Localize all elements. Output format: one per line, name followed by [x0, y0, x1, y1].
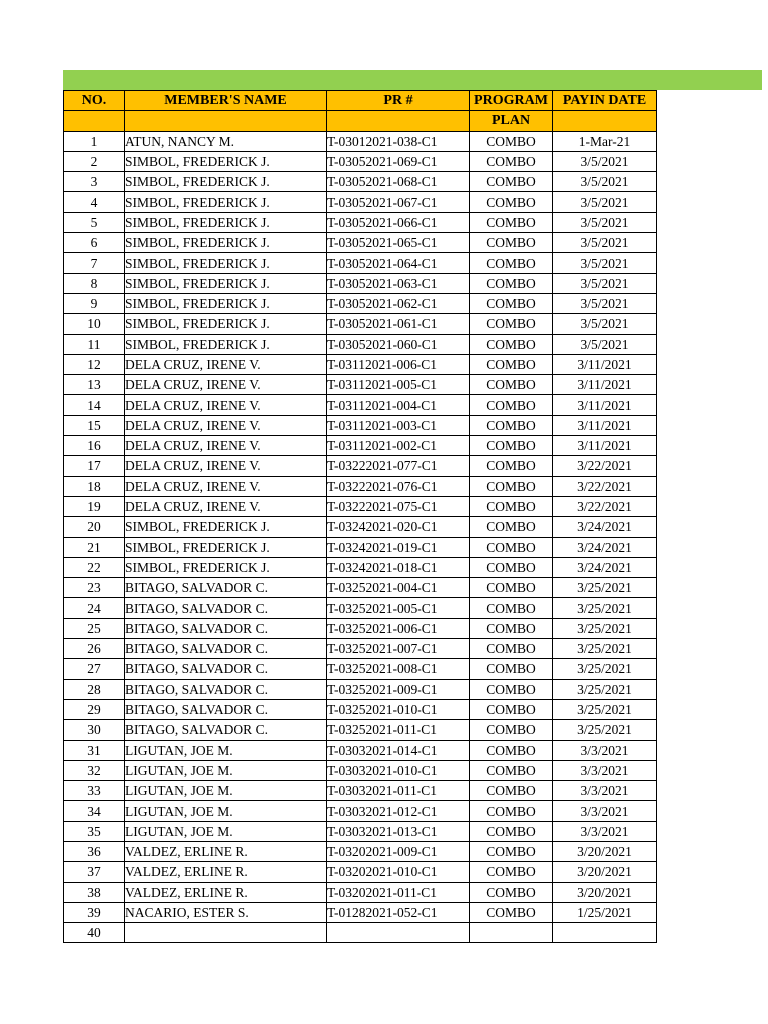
- cell-program[interactable]: COMBO: [470, 639, 553, 659]
- cell-pr-number[interactable]: T-03052021-062-C1: [327, 293, 470, 313]
- table-row: [64, 415, 657, 435]
- cell-program[interactable]: COMBO: [470, 801, 553, 821]
- cell-no[interactable]: 26: [64, 639, 125, 659]
- cell-no[interactable]: 22: [64, 557, 125, 577]
- header-member-name[interactable]: MEMBER'S NAME: [125, 91, 327, 111]
- cell-member-name[interactable]: BITAGO, SALVADOR C.: [125, 720, 327, 740]
- cell-no[interactable]: 24: [64, 598, 125, 618]
- cell-pr-number[interactable]: T-03052021-068-C1: [327, 172, 470, 192]
- table-row: [64, 659, 657, 679]
- cell-program[interactable]: COMBO: [470, 699, 553, 719]
- cell-no[interactable]: 3: [64, 172, 125, 192]
- cell-pr-number[interactable]: T-03222021-075-C1: [327, 496, 470, 516]
- cell-no[interactable]: 32: [64, 760, 125, 780]
- header-no[interactable]: NO.: [64, 91, 125, 111]
- table-row: [64, 760, 657, 780]
- cell-no[interactable]: 5: [64, 212, 125, 232]
- cell-payin-date[interactable]: 3/3/2021: [553, 821, 657, 841]
- cell-program[interactable]: COMBO: [470, 212, 553, 232]
- cell-pr-number[interactable]: T-03242021-018-C1: [327, 557, 470, 577]
- table-row: [64, 375, 657, 395]
- cell-payin-date[interactable]: 3/5/2021: [553, 151, 657, 171]
- table-body: [64, 131, 657, 943]
- cell-payin-date[interactable]: 3/3/2021: [553, 760, 657, 780]
- cell-no[interactable]: 36: [64, 841, 125, 861]
- cell-pr-number[interactable]: T-03252021-007-C1: [327, 639, 470, 659]
- cell-member-name[interactable]: BITAGO, SALVADOR C.: [125, 578, 327, 598]
- cell-program[interactable]: COMBO: [470, 192, 553, 212]
- header-row: [64, 91, 657, 111]
- cell-payin-date[interactable]: [553, 923, 657, 943]
- table-row: [64, 172, 657, 192]
- cell-member-name[interactable]: VALDEZ, ERLINE R.: [125, 841, 327, 861]
- cell-member-name[interactable]: DELA CRUZ, IRENE V.: [125, 375, 327, 395]
- cell-no[interactable]: 21: [64, 537, 125, 557]
- cell-payin-date[interactable]: 3/5/2021: [553, 212, 657, 232]
- cell-member-name[interactable]: NACARIO, ESTER S.: [125, 902, 327, 922]
- header-payin-date[interactable]: PAYIN DATE: [553, 91, 657, 111]
- header-date-blank[interactable]: [553, 111, 657, 131]
- cell-program[interactable]: COMBO: [470, 557, 553, 577]
- cell-pr-number[interactable]: [327, 923, 470, 943]
- cell-no[interactable]: 34: [64, 801, 125, 821]
- cell-member-name[interactable]: DELA CRUZ, IRENE V.: [125, 354, 327, 374]
- cell-member-name[interactable]: BITAGO, SALVADOR C.: [125, 699, 327, 719]
- cell-program[interactable]: COMBO: [470, 841, 553, 861]
- cell-no[interactable]: 19: [64, 496, 125, 516]
- cell-pr-number[interactable]: T-03012021-038-C1: [327, 131, 470, 151]
- cell-pr-number[interactable]: T-03112021-003-C1: [327, 415, 470, 435]
- cell-member-name[interactable]: SIMBOL, FREDERICK J.: [125, 172, 327, 192]
- cell-member-name[interactable]: SIMBOL, FREDERICK J.: [125, 253, 327, 273]
- cell-program[interactable]: COMBO: [470, 172, 553, 192]
- cell-member-name[interactable]: DELA CRUZ, IRENE V.: [125, 456, 327, 476]
- cell-member-name[interactable]: BITAGO, SALVADOR C.: [125, 639, 327, 659]
- table-row: [64, 923, 657, 943]
- cell-no[interactable]: 17: [64, 456, 125, 476]
- cell-member-name[interactable]: DELA CRUZ, IRENE V.: [125, 415, 327, 435]
- cell-program[interactable]: COMBO: [470, 720, 553, 740]
- table-row: [64, 537, 657, 557]
- cell-pr-number[interactable]: T-03242021-019-C1: [327, 537, 470, 557]
- cell-no[interactable]: 28: [64, 679, 125, 699]
- cell-member-name[interactable]: BITAGO, SALVADOR C.: [125, 598, 327, 618]
- cell-program[interactable]: COMBO: [470, 578, 553, 598]
- cell-payin-date[interactable]: 1/25/2021: [553, 902, 657, 922]
- table-row: [64, 354, 657, 374]
- cell-payin-date[interactable]: 3/5/2021: [553, 192, 657, 212]
- cell-program[interactable]: COMBO: [470, 415, 553, 435]
- table-row: [64, 618, 657, 638]
- cell-program[interactable]: COMBO: [470, 233, 553, 253]
- cell-pr-number[interactable]: T-03222021-076-C1: [327, 476, 470, 496]
- cell-payin-date[interactable]: 3/5/2021: [553, 233, 657, 253]
- cell-program[interactable]: COMBO: [470, 882, 553, 902]
- table-row: [64, 395, 657, 415]
- cell-pr-number[interactable]: T-03252021-006-C1: [327, 618, 470, 638]
- table-row: [64, 334, 657, 354]
- cell-no[interactable]: 29: [64, 699, 125, 719]
- table-header: [64, 91, 657, 132]
- table-row: [64, 233, 657, 253]
- cell-member-name[interactable]: SIMBOL, FREDERICK J.: [125, 537, 327, 557]
- cell-no[interactable]: 9: [64, 293, 125, 313]
- cell-member-name[interactable]: DELA CRUZ, IRENE V.: [125, 476, 327, 496]
- cell-program[interactable]: COMBO: [470, 334, 553, 354]
- cell-payin-date[interactable]: 3/5/2021: [553, 172, 657, 192]
- cell-payin-date[interactable]: 3/3/2021: [553, 740, 657, 760]
- cell-payin-date[interactable]: 3/5/2021: [553, 253, 657, 273]
- cell-member-name[interactable]: ATUN, NANCY M.: [125, 131, 327, 151]
- cell-no[interactable]: 13: [64, 375, 125, 395]
- cell-no[interactable]: 16: [64, 436, 125, 456]
- cell-program[interactable]: COMBO: [470, 314, 553, 334]
- cell-no[interactable]: 4: [64, 192, 125, 212]
- header-pr-blank[interactable]: [327, 111, 470, 131]
- cell-pr-number[interactable]: T-03052021-065-C1: [327, 233, 470, 253]
- cell-program[interactable]: COMBO: [470, 273, 553, 293]
- cell-member-name[interactable]: SIMBOL, FREDERICK J.: [125, 273, 327, 293]
- cell-no[interactable]: 14: [64, 395, 125, 415]
- table-row: [64, 699, 657, 719]
- cell-no[interactable]: 39: [64, 902, 125, 922]
- table-row: [64, 598, 657, 618]
- cell-payin-date[interactable]: 3/25/2021: [553, 618, 657, 638]
- cell-pr-number[interactable]: T-03252021-008-C1: [327, 659, 470, 679]
- cell-payin-date[interactable]: 3/11/2021: [553, 415, 657, 435]
- cell-program[interactable]: COMBO: [470, 456, 553, 476]
- table-row: [64, 131, 657, 151]
- cell-payin-date[interactable]: 3/25/2021: [553, 699, 657, 719]
- cell-program[interactable]: COMBO: [470, 476, 553, 496]
- cell-program[interactable]: COMBO: [470, 537, 553, 557]
- cell-member-name[interactable]: SIMBOL, FREDERICK J.: [125, 233, 327, 253]
- cell-no[interactable]: 27: [64, 659, 125, 679]
- cell-program[interactable]: COMBO: [470, 618, 553, 638]
- cell-no[interactable]: 10: [64, 314, 125, 334]
- table-row: [64, 801, 657, 821]
- cell-pr-number[interactable]: T-03222021-077-C1: [327, 456, 470, 476]
- cell-program[interactable]: COMBO: [470, 517, 553, 537]
- cell-pr-number[interactable]: T-03242021-020-C1: [327, 517, 470, 537]
- cell-member-name[interactable]: LIGUTAN, JOE M.: [125, 760, 327, 780]
- cell-payin-date[interactable]: 3/20/2021: [553, 862, 657, 882]
- header-program[interactable]: PROGRAM: [470, 91, 553, 111]
- cell-pr-number[interactable]: T-03202021-010-C1: [327, 862, 470, 882]
- cell-member-name[interactable]: SIMBOL, FREDERICK J.: [125, 334, 327, 354]
- cell-pr-number[interactable]: T-03032021-011-C1: [327, 781, 470, 801]
- cell-pr-number[interactable]: T-03252021-010-C1: [327, 699, 470, 719]
- cell-program[interactable]: COMBO: [470, 740, 553, 760]
- cell-no[interactable]: 40: [64, 923, 125, 943]
- cell-member-name[interactable]: BITAGO, SALVADOR C.: [125, 618, 327, 638]
- cell-pr-number[interactable]: T-03032021-014-C1: [327, 740, 470, 760]
- cell-no[interactable]: 15: [64, 415, 125, 435]
- cell-program[interactable]: COMBO: [470, 395, 553, 415]
- cell-pr-number[interactable]: T-03112021-004-C1: [327, 395, 470, 415]
- cell-payin-date[interactable]: 3/11/2021: [553, 354, 657, 374]
- table-row: [64, 517, 657, 537]
- cell-program[interactable]: COMBO: [470, 781, 553, 801]
- cell-member-name[interactable]: LIGUTAN, JOE M.: [125, 781, 327, 801]
- title-bar: [63, 70, 762, 90]
- cell-payin-date[interactable]: 3/22/2021: [553, 496, 657, 516]
- cell-pr-number[interactable]: T-03252021-004-C1: [327, 578, 470, 598]
- cell-program[interactable]: COMBO: [470, 253, 553, 273]
- cell-program[interactable]: COMBO: [470, 293, 553, 313]
- table-row: [64, 476, 657, 496]
- cell-program[interactable]: COMBO: [470, 131, 553, 151]
- cell-member-name[interactable]: LIGUTAN, JOE M.: [125, 821, 327, 841]
- cell-no[interactable]: 31: [64, 740, 125, 760]
- cell-member-name[interactable]: SIMBOL, FREDERICK J.: [125, 557, 327, 577]
- table-row: [64, 639, 657, 659]
- table-row: [64, 496, 657, 516]
- table-row: [64, 293, 657, 313]
- cell-program[interactable]: COMBO: [470, 375, 553, 395]
- cell-member-name[interactable]: DELA CRUZ, IRENE V.: [125, 496, 327, 516]
- table-row: [64, 314, 657, 334]
- cell-program[interactable]: COMBO: [470, 902, 553, 922]
- cell-payin-date[interactable]: 3/24/2021: [553, 557, 657, 577]
- header-plan[interactable]: PLAN: [470, 111, 553, 131]
- cell-no[interactable]: 20: [64, 517, 125, 537]
- cell-program[interactable]: [470, 923, 553, 943]
- cell-no[interactable]: 8: [64, 273, 125, 293]
- cell-payin-date[interactable]: 3/25/2021: [553, 659, 657, 679]
- cell-member-name[interactable]: SIMBOL, FREDERICK J.: [125, 314, 327, 334]
- cell-no[interactable]: 33: [64, 781, 125, 801]
- cell-payin-date[interactable]: 3/20/2021: [553, 882, 657, 902]
- cell-member-name[interactable]: LIGUTAN, JOE M.: [125, 740, 327, 760]
- table-row: [64, 151, 657, 171]
- cell-pr-number[interactable]: T-03052021-066-C1: [327, 212, 470, 232]
- cell-no[interactable]: 18: [64, 476, 125, 496]
- cell-member-name[interactable]: SIMBOL, FREDERICK J.: [125, 151, 327, 171]
- cell-pr-number[interactable]: T-03202021-009-C1: [327, 841, 470, 861]
- table-row: [64, 436, 657, 456]
- header-name-blank[interactable]: [125, 111, 327, 131]
- table-row: [64, 253, 657, 273]
- cell-program[interactable]: COMBO: [470, 496, 553, 516]
- cell-payin-date[interactable]: 1-Mar-21: [553, 131, 657, 151]
- cell-pr-number[interactable]: T-03112021-006-C1: [327, 354, 470, 374]
- cell-pr-number[interactable]: T-03112021-005-C1: [327, 375, 470, 395]
- cell-payin-date[interactable]: 3/3/2021: [553, 781, 657, 801]
- cell-pr-number[interactable]: T-03052021-069-C1: [327, 151, 470, 171]
- cell-payin-date[interactable]: 3/25/2021: [553, 720, 657, 740]
- cell-pr-number[interactable]: T-03252021-011-C1: [327, 720, 470, 740]
- cell-program[interactable]: COMBO: [470, 760, 553, 780]
- table-row: [64, 273, 657, 293]
- table-row: [64, 740, 657, 760]
- table-row: [64, 456, 657, 476]
- table-row: [64, 679, 657, 699]
- cell-no[interactable]: 2: [64, 151, 125, 171]
- cell-pr-number[interactable]: T-03252021-005-C1: [327, 598, 470, 618]
- cell-payin-date[interactable]: 3/11/2021: [553, 436, 657, 456]
- table-row: [64, 720, 657, 740]
- cell-no[interactable]: 35: [64, 821, 125, 841]
- table-row: [64, 862, 657, 882]
- cell-member-name[interactable]: BITAGO, SALVADOR C.: [125, 679, 327, 699]
- cell-payin-date[interactable]: 3/25/2021: [553, 639, 657, 659]
- cell-program[interactable]: COMBO: [470, 436, 553, 456]
- cell-no[interactable]: 7: [64, 253, 125, 273]
- cell-program[interactable]: COMBO: [470, 821, 553, 841]
- cell-member-name[interactable]: SIMBOL, FREDERICK J.: [125, 517, 327, 537]
- cell-no[interactable]: 12: [64, 354, 125, 374]
- header-row-2: [64, 111, 657, 131]
- cell-payin-date[interactable]: 3/25/2021: [553, 598, 657, 618]
- cell-member-name[interactable]: LIGUTAN, JOE M.: [125, 801, 327, 821]
- cell-payin-date[interactable]: 3/20/2021: [553, 841, 657, 861]
- cell-member-name[interactable]: SIMBOL, FREDERICK J.: [125, 192, 327, 212]
- table-row: [64, 841, 657, 861]
- table-row: [64, 192, 657, 212]
- table-row: [64, 212, 657, 232]
- cell-no[interactable]: 1: [64, 131, 125, 151]
- cell-pr-number[interactable]: T-03052021-067-C1: [327, 192, 470, 212]
- cell-pr-number[interactable]: T-03202021-011-C1: [327, 882, 470, 902]
- cell-member-name[interactable]: SIMBOL, FREDERICK J.: [125, 212, 327, 232]
- cell-program[interactable]: COMBO: [470, 354, 553, 374]
- cell-program[interactable]: COMBO: [470, 151, 553, 171]
- cell-payin-date[interactable]: 3/25/2021: [553, 578, 657, 598]
- cell-no[interactable]: 30: [64, 720, 125, 740]
- cell-payin-date[interactable]: 3/24/2021: [553, 517, 657, 537]
- table-row: [64, 781, 657, 801]
- cell-pr-number[interactable]: T-03032021-013-C1: [327, 821, 470, 841]
- cell-payin-date[interactable]: 3/25/2021: [553, 679, 657, 699]
- cell-member-name[interactable]: DELA CRUZ, IRENE V.: [125, 436, 327, 456]
- cell-member-name[interactable]: [125, 923, 327, 943]
- cell-member-name[interactable]: BITAGO, SALVADOR C.: [125, 659, 327, 679]
- cell-payin-date[interactable]: 3/3/2021: [553, 801, 657, 821]
- cell-no[interactable]: 6: [64, 233, 125, 253]
- header-pr-number[interactable]: PR #: [327, 91, 470, 111]
- cell-payin-date[interactable]: 3/11/2021: [553, 395, 657, 415]
- cell-payin-date[interactable]: 3/22/2021: [553, 456, 657, 476]
- cell-pr-number[interactable]: T-03032021-012-C1: [327, 801, 470, 821]
- cell-member-name[interactable]: SIMBOL, FREDERICK J.: [125, 293, 327, 313]
- cell-no[interactable]: 11: [64, 334, 125, 354]
- cell-pr-number[interactable]: T-03252021-009-C1: [327, 679, 470, 699]
- cell-pr-number[interactable]: T-03032021-010-C1: [327, 760, 470, 780]
- cell-program[interactable]: COMBO: [470, 862, 553, 882]
- cell-payin-date[interactable]: 3/5/2021: [553, 314, 657, 334]
- cell-pr-number[interactable]: T-03052021-060-C1: [327, 334, 470, 354]
- header-no-blank[interactable]: [64, 111, 125, 131]
- cell-member-name[interactable]: DELA CRUZ, IRENE V.: [125, 395, 327, 415]
- cell-pr-number[interactable]: T-03112021-002-C1: [327, 436, 470, 456]
- table-row: [64, 557, 657, 577]
- cell-pr-number[interactable]: T-03052021-061-C1: [327, 314, 470, 334]
- cell-member-name[interactable]: VALDEZ, ERLINE R.: [125, 862, 327, 882]
- cell-payin-date[interactable]: 3/5/2021: [553, 334, 657, 354]
- cell-member-name[interactable]: VALDEZ, ERLINE R.: [125, 882, 327, 902]
- cell-program[interactable]: COMBO: [470, 659, 553, 679]
- table-row: [64, 902, 657, 922]
- cell-payin-date[interactable]: 3/24/2021: [553, 537, 657, 557]
- table-row: [64, 578, 657, 598]
- cell-payin-date[interactable]: 3/11/2021: [553, 375, 657, 395]
- cell-pr-number[interactable]: T-03052021-063-C1: [327, 273, 470, 293]
- cell-pr-number[interactable]: T-01282021-052-C1: [327, 902, 470, 922]
- cell-no[interactable]: 23: [64, 578, 125, 598]
- member-table: [63, 90, 657, 943]
- cell-payin-date[interactable]: 3/5/2021: [553, 273, 657, 293]
- cell-payin-date[interactable]: 3/5/2021: [553, 293, 657, 313]
- cell-payin-date[interactable]: 3/22/2021: [553, 476, 657, 496]
- table-row: [64, 882, 657, 902]
- table-row: [64, 821, 657, 841]
- cell-no[interactable]: 37: [64, 862, 125, 882]
- cell-program[interactable]: COMBO: [470, 679, 553, 699]
- cell-program[interactable]: COMBO: [470, 598, 553, 618]
- cell-pr-number[interactable]: T-03052021-064-C1: [327, 253, 470, 273]
- cell-no[interactable]: 25: [64, 618, 125, 638]
- cell-no[interactable]: 38: [64, 882, 125, 902]
